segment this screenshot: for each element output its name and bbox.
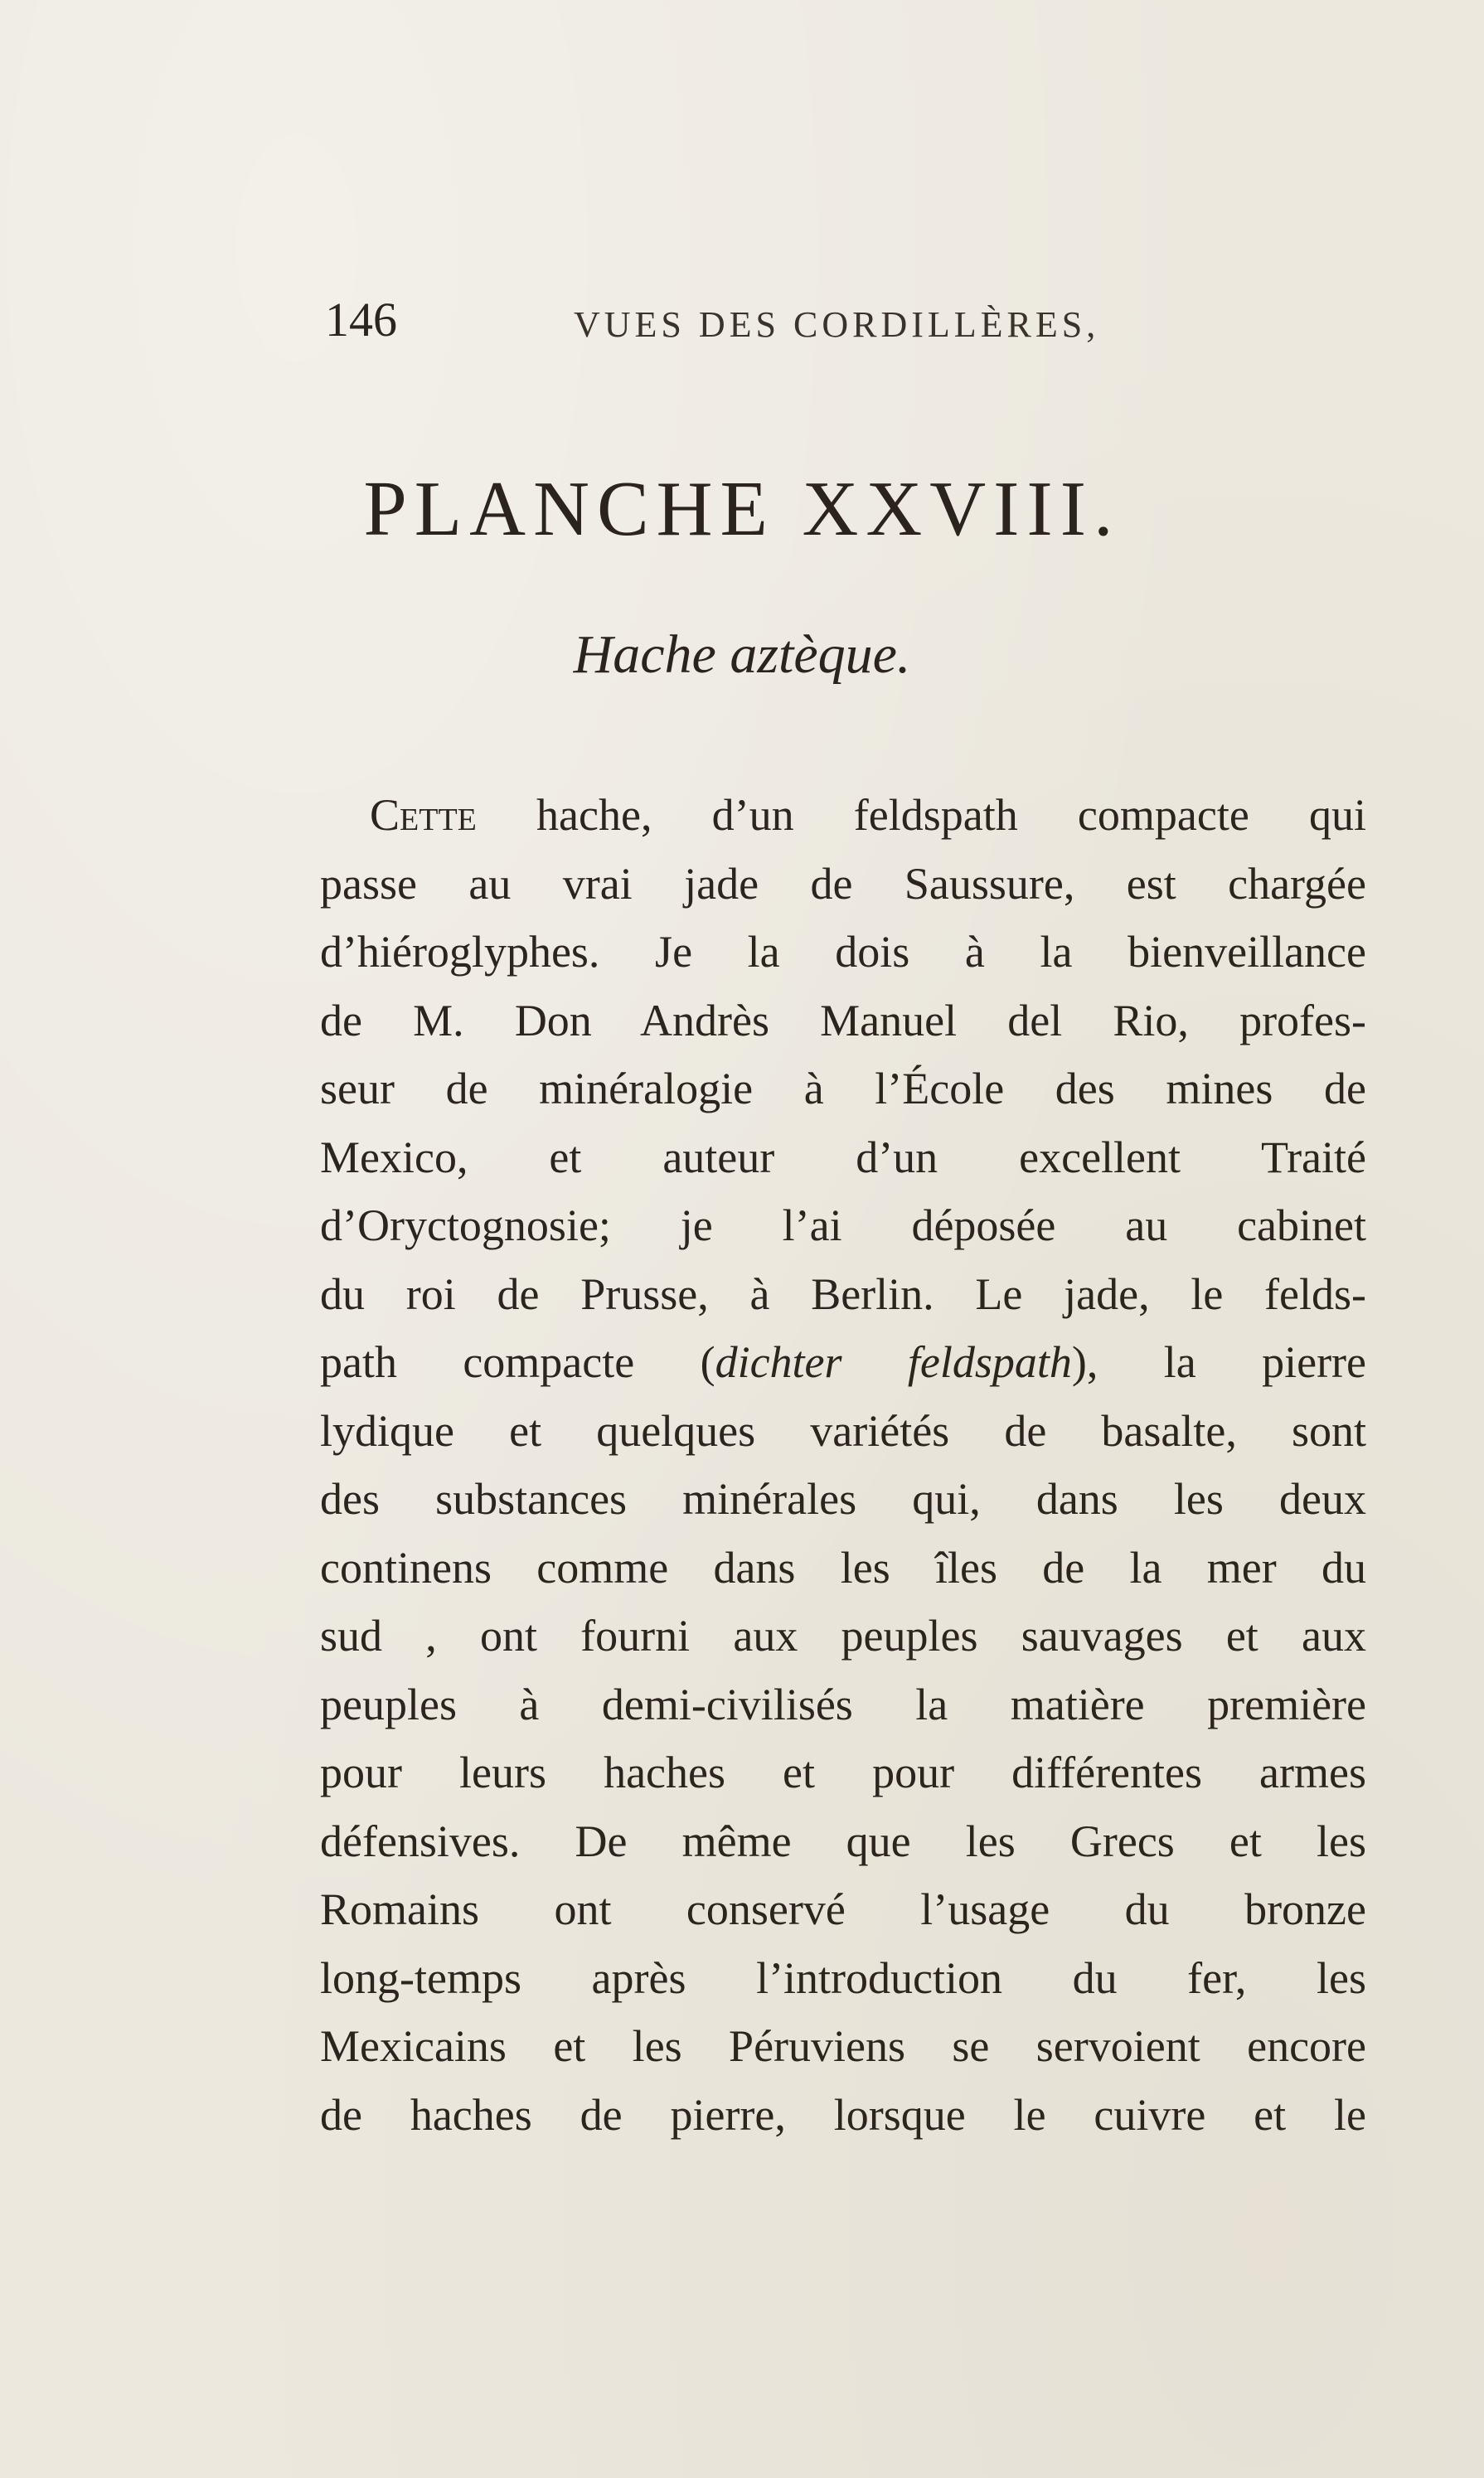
text-line: d’Oryctognosie; je l’ai déposée au cabinet: [320, 1200, 1366, 1250]
text-line: [320, 1328, 1366, 1397]
text-line: seur de minéralogie à l’École des mines de: [320, 1064, 1366, 1113]
text-line: pour leurs haches et pour différentes armes: [320, 1748, 1366, 1797]
text-line: passe au vrai jade de Saussure, est chargée: [320, 858, 1366, 909]
text-line: [320, 781, 1366, 850]
text-line: peuples à demi-civilisés la matière première: [320, 1679, 1366, 1729]
text-segment: ), la pierre: [1071, 1337, 1367, 1387]
text-line: lydique et quelques variétés de basalte, sont: [320, 1405, 1366, 1456]
plate-title: PLANCHE XXVIII.: [363, 466, 1121, 552]
text-line: du roi de Prusse, à Berlin. Le jade, le felds-: [320, 1268, 1366, 1319]
text-line: Mexicains et les Péruviens se servoient encore: [320, 2021, 1366, 2071]
running-head-title: VUES DES CORDILLÈRES,: [574, 304, 1100, 345]
page-number: 146: [325, 293, 397, 347]
text-line: sud , ont fourni aux peuples sauvages et aux: [320, 1611, 1366, 1661]
text-line: de haches de pierre, lorsque le cuivre et le: [320, 2089, 1366, 2140]
text-line-rest: hache, d’un feldspath compacte qui: [476, 790, 1366, 840]
text-segment: path compacte (: [320, 1337, 715, 1387]
plate-subtitle: Hache aztèque.: [573, 624, 911, 685]
text-line: long-temps après l’introduction du fer, les: [320, 1952, 1366, 2003]
body-paragraph: [320, 781, 1366, 2149]
text-line: continens comme dans les îles de la mer du: [320, 1542, 1366, 1593]
italic-term: dichter feldspath: [715, 1337, 1072, 1387]
running-head: [325, 292, 1154, 350]
text-line: de M. Don Andrès Manuel del Rio, profes-: [320, 995, 1366, 1045]
text-line: défensives. De même que les Grecs et les: [320, 1816, 1366, 1866]
text-line: d’hiéroglyphes. Je la dois à la bienveillance: [320, 927, 1366, 977]
text-line: Romains ont conservé l’usage du bronze: [320, 1884, 1366, 1934]
opening-word: Cette: [370, 790, 477, 840]
text-line: des substances minérales qui, dans les deux: [320, 1474, 1366, 1524]
text-line: Mexico, et auteur d’un excellent Traité: [320, 1132, 1366, 1182]
